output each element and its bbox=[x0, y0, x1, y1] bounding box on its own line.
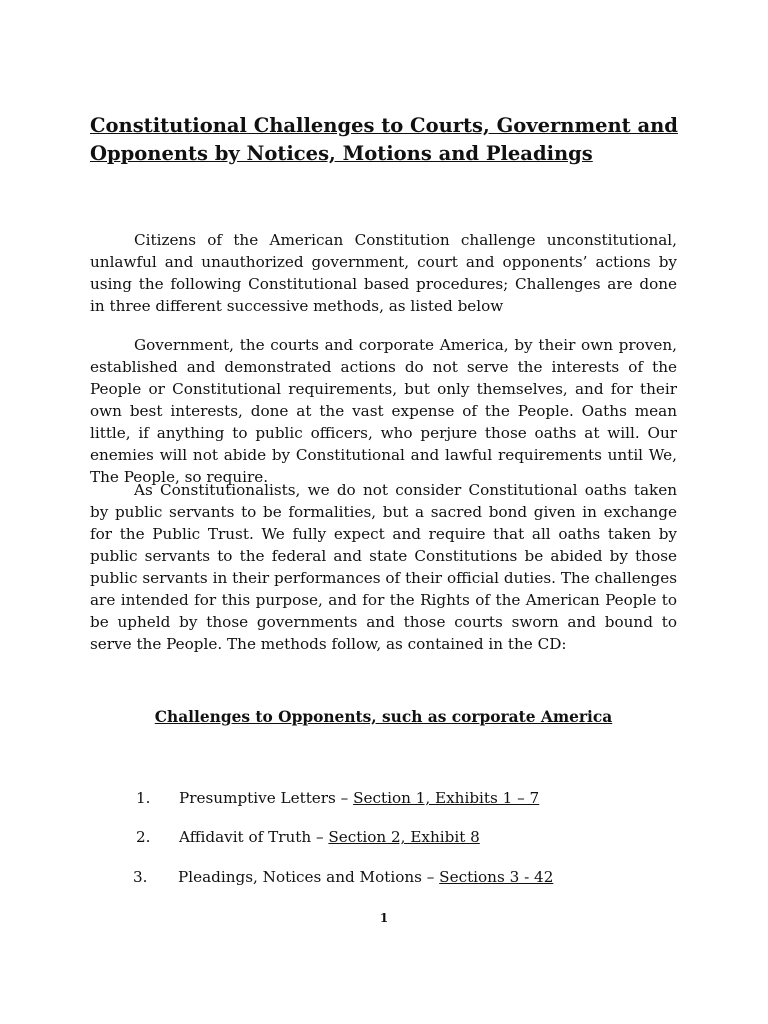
list-item-number: 2. bbox=[136, 828, 151, 846]
page-number: 1 bbox=[379, 911, 389, 925]
list-item-label: Pleadings, Notices and Motions – bbox=[178, 868, 440, 886]
list-item-number: 3. bbox=[133, 868, 148, 886]
list-item-reference: Section 1, Exhibits 1 – 7 bbox=[353, 789, 540, 807]
document-title: Constitutional Challenges to Courts, Government and Opponents by Notices, Motions and Pleadings bbox=[90, 114, 678, 165]
list-item-text bbox=[179, 787, 539, 809]
list-item-reference: Sections 3 - 42 bbox=[439, 868, 554, 886]
paragraph-government: Government, the courts and corporate America, by their own proven, established and demonstrated actions do not serve the interests of the People or Constitutional requirements, but only themselves, and for their own best interests, done at the vast expense of the People. Oaths mean little, if anything to public officers, who perjure those oaths at will. Our enemies will not abide by Constitutional and lawful requirements until We, The People, so require. bbox=[90, 336, 677, 486]
list-item-reference: Section 2, Exhibit 8 bbox=[328, 828, 480, 846]
list-item-label: Affidavit of Truth – bbox=[179, 828, 329, 846]
paragraph-citizens: Citizens of the American Constitution challenge unconstitutional, unlawful and unauthorized government, court and opponents’ actions by using the following Constitutional based procedures; Challenges are done in three different successive methods, as listed below bbox=[90, 231, 677, 315]
paragraph-constitutionalists: As Constitutionalists, we do not consider Constitutional oaths taken by public servants to be formalities, but a sacred bond given in exchange for the Public Trust. We fully expect and require that all oaths taken by public servants to the federal and state Constitutions be abided by those public servants in their performances of their official duties. The challenges are intended for this purpose, and for the Rights of the American People to be upheld by those governments and those courts sworn and bound to serve the People. The methods follow, as contained in the CD: bbox=[90, 481, 677, 653]
list-item-label: Presumptive Letters – bbox=[179, 789, 354, 807]
list-item-text bbox=[179, 826, 480, 848]
list-item-text bbox=[178, 866, 553, 888]
list-item-number: 1. bbox=[136, 789, 151, 807]
section-subheading: Challenges to Opponents, such as corporate America bbox=[154, 708, 613, 726]
